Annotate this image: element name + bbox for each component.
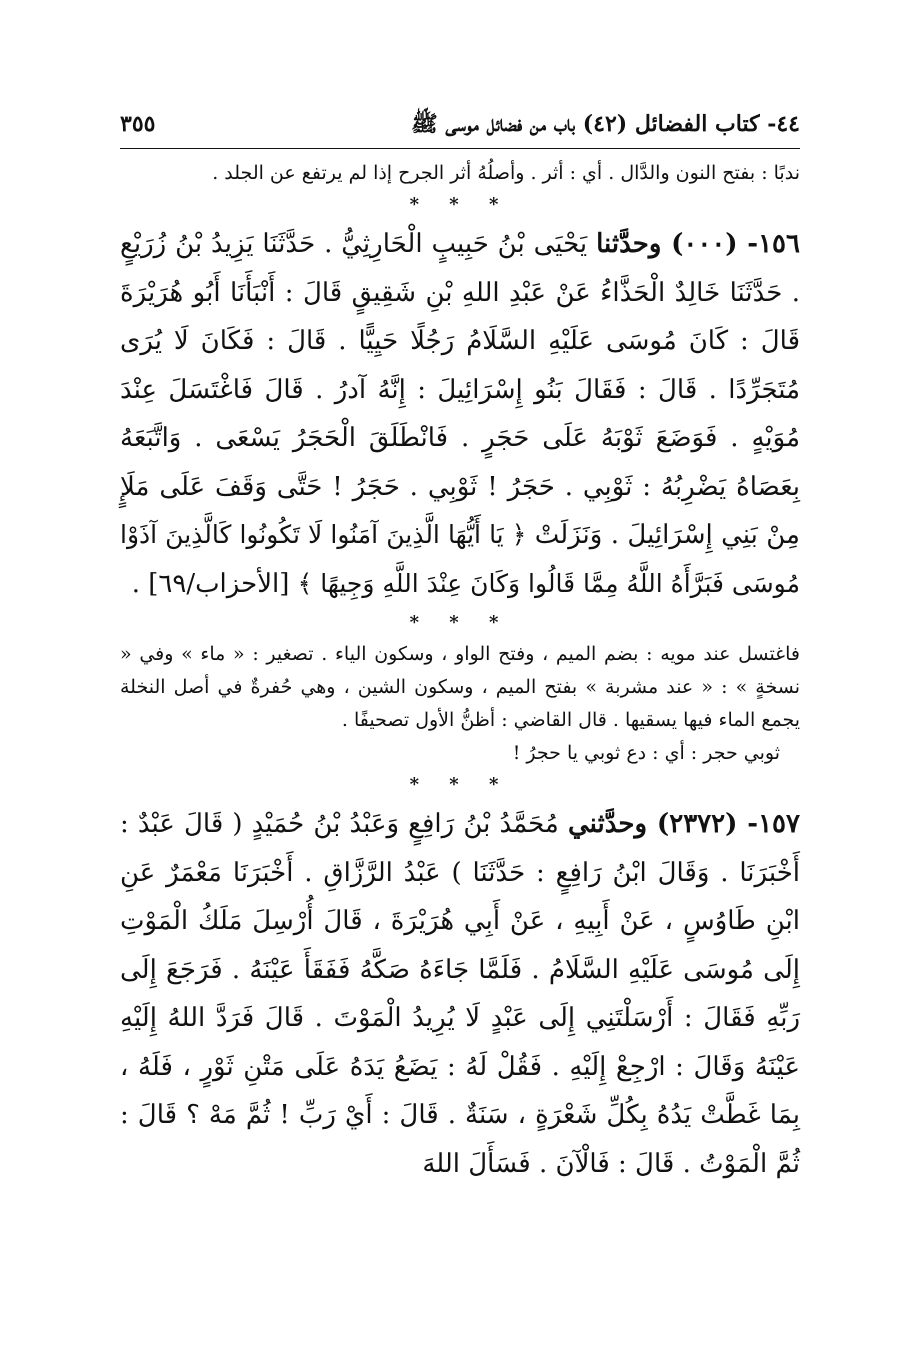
- hadith-157: [120, 800, 800, 1188]
- page-header: [120, 110, 800, 149]
- note-156-line2: ثوبي حجر : أي : دع ثوبي يا حجرُ !: [512, 742, 780, 764]
- hadith-156-ref: [الأحزاب/٦٩] .: [131, 568, 290, 599]
- separator-3: * * *: [409, 774, 511, 795]
- separator-1: * * *: [409, 194, 511, 215]
- hadith-156-number: ١٥٦- (٠٠٠) وحدَّثنا: [596, 229, 800, 259]
- hadith-157-number: ١٥٧- (٢٣٧٢) وحدَّثني: [567, 809, 800, 839]
- hadith-156-quran: ﴿ يَا أَيُّهَا الَّذِينَ آمَنُوا لَا تَكُونُوا كَالَّذِينَ آذَوْا مُوسَى فَبَرَّأَهُ اللَّهُ مِمَّا قَالُوا وَكَانَ عِنْدَ اللَّهِ وَجِيهًا ﴾: [120, 520, 800, 598]
- chapter-title: ٤٤- كتاب الفضائل (٤٢) باب من فضائل موسى ﷺ: [411, 111, 800, 137]
- separator-2: * * *: [409, 612, 511, 633]
- page-number: ٣٥٥: [120, 111, 156, 137]
- top-footnote: ندبًا : بفتح النون والدَّال . أي : أثر . وأصلُهُ أثر الجرح إذا لم يرتفع عن الجلد .: [212, 162, 800, 184]
- hadith-156: [120, 220, 800, 608]
- hadith-157-text: مُحَمَّدُ بْنُ رَافِعٍ وَعَبْدُ بْنُ حُمَيْدٍ ( قَالَ عَبْدٌ : أَخْبَرَنَا . وَقَالَ ابْنُ رَافِعٍ : حَدَّثَنَا ) عَبْدُ الرَّزَّاقِ . أَخْبَرَنَا مَعْمَرٌ عَنِ ابْنِ طَاوُسٍ ، عَنْ أَبِيهِ ، عَنْ أَبِي هُرَيْرَةَ ، قَالَ أُرْسِلَ مَلَكُ الْمَوْتِ إِلَى مُوسَى عَلَيْهِ السَّلَامُ . فَلَمَّا جَاءَهُ صَكَّهُ فَفَقَأَ عَيْنَهُ . فَرَجَعَ إِلَى رَبِّهِ فَقَالَ : أَرْسَلْتَنِي إِلَى عَبْدٍ لَا يُرِيدُ الْمَوْتَ . قَالَ فَرَدَّ اللهُ إِلَيْهِ عَيْنَهُ وَقَالَ : ارْجِعْ إِلَيْهِ . فَقُلْ لَهُ : يَضَعُ يَدَهُ عَلَى مَتْنِ ثَوْرٍ ، فَلَهُ ، بِمَا غَطَّتْ يَدُهُ بِكُلِّ شَعْرَةٍ ، سَنَةٌ . قَالَ : أَيْ رَبِّ ! ثُمَّ مَهْ ؟ قَالَ : ثُمَّ الْمَوْتُ . قَالَ : فَالْآنَ . فَسَأَلَ اللهَ: [120, 809, 800, 1179]
- hadith-156-text: يَحْيَى بْنُ حَبِيبٍ الْحَارِثِيُّ . حَدَّثَنَا يَزِيدُ بْنُ زُرَيْعٍ . حَدَّثَنَا خَالِدٌ الْحَذَّاءُ عَنْ عَبْدِ اللهِ بْنِ شَقِيقٍ قَالَ : أَنْبَأَنَا أَبُو هُرَيْرَةَ قَالَ : كَانَ مُوسَى عَلَيْهِ السَّلَامُ رَجُلًا حَيِيًّا . قَالَ : فَكَانَ لَا يُرَى مُتَجَرِّدًا . قَالَ : فَقَالَ بَنُو إِسْرَائِيلَ : إِنَّهُ آدرُ . قَالَ فَاغْتَسَلَ عِنْدَ مُوَيْهٍ . فَوَضَعَ ثَوْبَهُ عَلَى حَجَرٍ . فَانْطَلَقَ الْحَجَرُ يَسْعَى . وَاتَّبَعَهُ بِعَصَاهُ يَضْرِبُهُ : ثَوْبِي . حَجَرُ ! ثَوْبِي . حَجَرُ ! حَتَّى وَقَفَ عَلَى مَلَإٍ مِنْ بَنِي إِسْرَائِيلَ . وَنَزَلَتْ: [120, 229, 800, 550]
- note-156-line1: فاغتسل عند مويه : بضم الميم ، وفتح الواو ، وسكون الياء . تصغير : « ماء » وفي « نسخةٍ » : « عند مشربة » بفتح الميم ، وسكون الشين ، وهي حُفرةٌ في أصل النخلة يجمع الماء فيها يسقيها . قال القاضي : أظنُّ الأول تصحيفًا .: [120, 643, 800, 731]
- book-page: [120, 110, 800, 1188]
